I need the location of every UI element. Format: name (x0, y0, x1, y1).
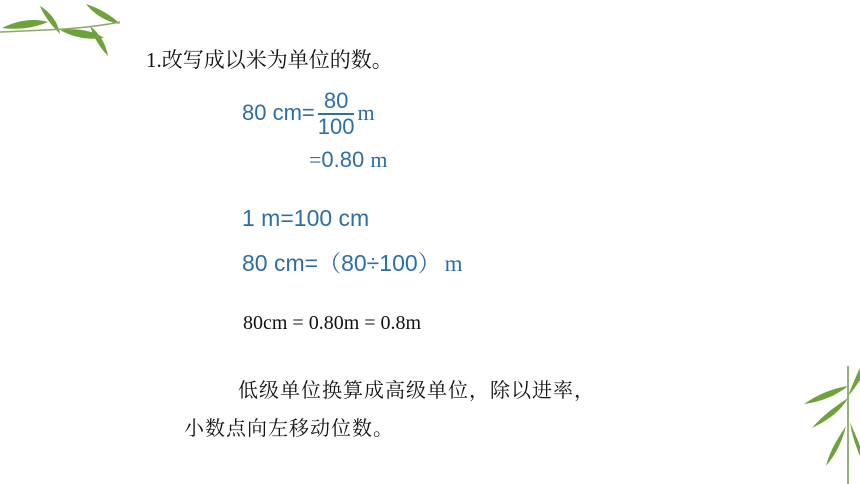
bamboo-leaves-top-left-icon (0, 0, 140, 70)
decimal-value: 0.80 (321, 147, 365, 172)
result-equation: 80cm = 0.80m = 0.8m (243, 312, 422, 334)
rule-line-1: 低级单位换算成高级单位，除以进率， (238, 378, 595, 402)
question-text: 改写成以米为单位的数。 (161, 48, 393, 72)
division-line (242, 245, 463, 278)
fraction-denominator: 100 (317, 114, 355, 139)
division-unit: m (444, 251, 463, 276)
fraction-equation (242, 89, 375, 139)
bamboo-leaves-bottom-right-icon (790, 366, 860, 484)
question-title (146, 44, 393, 74)
unit-rate-line (242, 205, 369, 232)
unit-rate-text: 1 m=100 cm (242, 205, 370, 231)
division-close-paren: ） (417, 250, 441, 276)
division-open-paren: （ (318, 250, 342, 276)
fraction-lhs: 80 cm= (242, 99, 315, 125)
fraction-unit: m (357, 99, 375, 125)
decimal-result-line (309, 147, 388, 173)
fraction-numerator: 80 (318, 89, 355, 115)
division-expr: 80÷100 (341, 250, 418, 276)
rule-line-2: 小数点向左移动位数。 (184, 416, 394, 440)
question-number: 1. (146, 48, 162, 72)
division-lhs: 80 cm= (242, 250, 319, 276)
decimal-unit: m (370, 147, 388, 172)
decimal-eq: = (309, 147, 322, 172)
fraction (318, 89, 355, 139)
